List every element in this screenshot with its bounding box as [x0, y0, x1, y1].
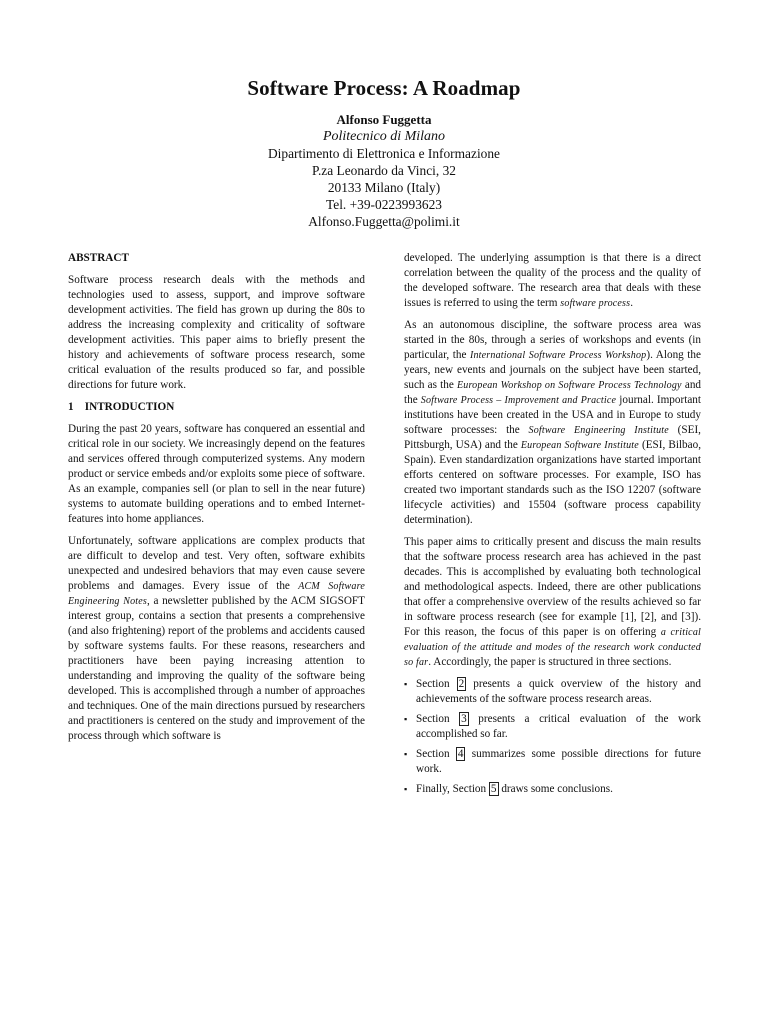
author-phone: Tel. +39-0223993623 — [326, 197, 442, 212]
introduction-heading: 1 INTRODUCTION — [68, 401, 175, 413]
list-item-text: draws some conclusions. — [498, 783, 613, 795]
author-city: 20133 Milano (Italy) — [327, 180, 441, 195]
paper-title: Software Process: A Roadmap — [247, 76, 521, 100]
abstract-text: Software process research deals with the methods and technologies used to assess, support, and improve software development activities. The field has grown up during the 80s to address the increasing complexity and criticality of software development activities. This paper aims to briefly present the history and achievements of software process research, some critical evaluation of the results produced so far, and possible directions for future work. — [68, 274, 365, 391]
right-paragraph-3 — [404, 535, 701, 670]
r-p2-italic-european-workshop: European Workshop on Software Process Technology — [456, 380, 682, 391]
intro-p2-text: Unfortunately, software applications are complex products that are difficult to develop and test. Very often, software exhibits unexpected and undesired behaviors that may even cause severe problems and damages. Every issue of the — [68, 535, 365, 592]
author-street: P.za Leonardo da Vinci, 32 — [312, 163, 456, 178]
intro-paragraph-1: During the past 20 years, software has conquered an essential and critical role in our society. We increasingly depend on the features and services offered through computerized systems. Any modern product or service embeds and/or exploits some piece of software. As an example, companies sell (or plan to sell in the near future) systems to automate building operations and to embed Internet-features into home appliances. — [68, 423, 365, 525]
left-column — [68, 251, 365, 751]
section-ref-link[interactable]: 3 — [461, 713, 467, 725]
intro-p2-italic-journal: ACM Software Engineering Notes — [68, 581, 365, 607]
list-item — [404, 747, 701, 777]
intro-paragraph-2 — [68, 534, 365, 744]
list-item-text: Section — [416, 748, 456, 760]
r-p3-italic-focus: a critical evaluation of the attitude and modes of the research work conducted so far — [404, 627, 701, 668]
list-item-text: summarizes some possible directions for future work. — [416, 748, 701, 775]
list-item — [404, 782, 701, 797]
section-outline-list — [404, 677, 701, 797]
intro-p2-text-cont: , a newsletter published by the ACM SIGSOFT interest group, contains a section that presents a comprehensive (and also frightening) report of the problems and accidents caused by software systems faults. For these reasons, researchers and practitioners have been paying increasing attention to understanding and improving the quality of the software being developed. This is accomplished through a number of approaches and techniques. One of the main directions pursued by researchers and practitioners is centered on the study and improvement of the process through which software is — [68, 595, 365, 742]
author-department: Dipartimento di Elettronica e Informazione — [267, 146, 500, 161]
right-paragraph-2 — [404, 318, 701, 528]
list-item — [404, 677, 701, 707]
list-item-text: Section — [416, 713, 460, 725]
r-p2-text-c: and the — [404, 379, 702, 406]
r-p1-italic-term: software process — [560, 298, 631, 309]
right-paragraph-1 — [404, 251, 701, 311]
r-p2-text-b: ). Along the years, new events and journals on the subject have been started, such as the — [404, 349, 701, 391]
section-ref-link[interactable]: 5 — [490, 783, 497, 795]
section-ref-link[interactable]: 2 — [458, 678, 465, 690]
author-institution: Politecnico di Milano — [322, 129, 446, 144]
list-item-text: presents a critical evaluation of the work accomplished so far. — [416, 713, 701, 740]
r-p2-italic-journal: Software Process – Improvement and Practice — [420, 395, 617, 406]
r-p2-text-d: journal. Important institutions have been created in the USA and in Europe to study software processes: the — [404, 394, 701, 436]
r-p2-italic-esi: European Software Institute — [520, 440, 639, 451]
r-p1-text-end: . — [630, 297, 634, 309]
author-name: Alfonso Fuggetta — [336, 112, 432, 127]
section-ref-link[interactable]: 4 — [457, 748, 464, 760]
paper-header — [0, 76, 768, 230]
list-item-text: presents a quick overview of the history and achievements of the software process research areas. — [416, 678, 701, 705]
r-p3-text-a: This paper aims to critically present and discuss the main results that the software process research area has achieved in the past decades. This is accomplished by evaluating both technological and methodological aspects. Indeed, there are other publications that offer a comprehensive overview of the results achieved so far in software process research (see for example [1], [2], and [3]). For this reason, the focus of this paper is on offering — [404, 536, 701, 638]
author-email: Alfonso.Fuggetta@polimi.it — [308, 214, 460, 229]
r-p3-text-b: . Accordingly, the paper is structured in three sections. — [428, 656, 672, 668]
r-p2-text-e: (SEI, Pittsburgh, USA) and the — [404, 424, 701, 451]
r-p2-text-f: (ESI, Bilbao, Spain). Even standardization organizations have started important efforts centered on software processes. For example, ISO has created two important standards such as the ISO 12207 (software lifecycle activities) and 15504 (software process capability determination). — [404, 439, 701, 526]
r-p2-text-a: As an autonomous discipline, the software process area was started in the 80s, through a series of workshops and events (in particular, the — [404, 319, 701, 361]
list-item — [404, 712, 701, 742]
list-item-text: Finally, Section — [416, 783, 489, 795]
r-p2-italic-sei: Software Engineering Institute — [528, 425, 669, 436]
abstract-heading: ABSTRACT — [68, 252, 129, 264]
r-p1-text: developed. The underlying assumption is that there is a direct correlation between the quality of the process and the quality of the developed software. The research area that deals with these issues is referred to using the term — [404, 252, 701, 309]
list-item-text: Section — [416, 678, 457, 690]
right-column — [404, 251, 701, 802]
r-p2-italic-workshop: International Software Process Workshop — [469, 350, 647, 361]
